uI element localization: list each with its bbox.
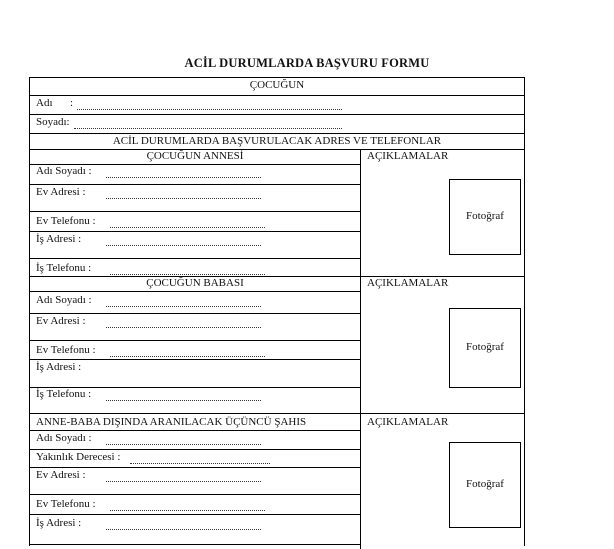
divider: [30, 313, 360, 314]
mother-field: Ev Telefonu :: [36, 215, 96, 227]
father-header: ÇOCUĞUN BABASI: [146, 277, 244, 289]
mother-work-phone-line[interactable]: [110, 274, 265, 275]
contacts-header: ACİL DURUMLARDA BAŞVURULACAK ADRES VE TELEFONLAR: [112, 135, 442, 147]
father-field: Ev Telefonu :: [36, 344, 96, 356]
third-party-photo-label: Fotoğraf: [466, 478, 504, 490]
mother-name-line[interactable]: [106, 177, 261, 178]
father-work-phone-line[interactable]: [106, 400, 261, 401]
divider: [30, 184, 360, 185]
third-party-home-address-line[interactable]: [106, 481, 261, 482]
child-surname-line[interactable]: [74, 128, 342, 129]
divider: [30, 231, 360, 232]
divider: [30, 258, 360, 259]
form-title: ACİL DURUMLARDA BAŞVURU FORMU: [184, 56, 430, 70]
mother-header: ÇOCUĞUN ANNESİ: [146, 150, 244, 162]
mother-field: İş Telefonu :: [36, 262, 92, 274]
father-name-line[interactable]: [106, 306, 261, 307]
emergency-form: [29, 77, 525, 546]
divider: [30, 133, 524, 134]
third-party-photo-box: [449, 442, 521, 528]
father-field: Adı Soyadı :: [36, 294, 92, 306]
father-home-address-line[interactable]: [106, 327, 261, 328]
divider: [30, 467, 360, 468]
third-party-home-phone-line[interactable]: [110, 510, 265, 511]
mother-home-address-line[interactable]: [106, 198, 261, 199]
divider: [30, 359, 360, 360]
child-name-line[interactable]: [77, 109, 342, 110]
father-field: İş Adresi :: [36, 361, 82, 373]
child-surname-label: Soyadı:: [36, 116, 70, 128]
divider: [30, 291, 360, 292]
father-photo-box: [449, 308, 521, 388]
divider: [30, 211, 360, 212]
father-photo-label: Fotoğraf: [466, 341, 504, 353]
mother-work-address-line[interactable]: [106, 245, 261, 246]
father-notes-header: AÇIKLAMALAR: [367, 277, 449, 289]
third-party-header: ANNE-BABA DIŞINDA ARANILACAK ÜÇÜNCÜ ŞAHIS: [36, 416, 307, 428]
child-name-label: Adı: [36, 97, 53, 109]
father-field: Ev Adresi :: [36, 315, 86, 327]
divider: [30, 544, 360, 545]
divider: [30, 449, 360, 450]
divider: [30, 340, 360, 341]
mother-home-phone-line[interactable]: [110, 227, 265, 228]
third-party-field: Adı Soyadı :: [36, 432, 92, 444]
divider: [30, 95, 524, 96]
third-party-relation-line[interactable]: [130, 463, 270, 464]
mother-field: Ev Adresi :: [36, 186, 86, 198]
divider: [30, 114, 524, 115]
child-header: ÇOCUĞUN: [249, 79, 305, 91]
mother-field: İş Adresi :: [36, 233, 82, 245]
father-field: İş Telefonu :: [36, 388, 92, 400]
divider: [30, 494, 360, 495]
third-party-work-address-line[interactable]: [106, 529, 261, 530]
mother-notes-header: AÇIKLAMALAR: [367, 150, 449, 162]
divider: [30, 430, 360, 431]
father-home-phone-line[interactable]: [110, 356, 265, 357]
third-party-name-line[interactable]: [106, 444, 261, 445]
child-name-colon: :: [70, 97, 74, 109]
divider: [30, 413, 524, 414]
mother-field: Adı Soyadı :: [36, 165, 92, 177]
third-party-field: İş Adresi :: [36, 517, 82, 529]
third-party-notes-header: AÇIKLAMALAR: [367, 416, 449, 428]
mother-photo-box: [449, 179, 521, 255]
divider: [30, 514, 360, 515]
third-party-field: Ev Adresi :: [36, 469, 86, 481]
third-party-field: Yakınlık Derecesi :: [36, 451, 121, 463]
column-separator: [360, 149, 361, 549]
third-party-field: Ev Telefonu :: [36, 498, 96, 510]
mother-photo-label: Fotoğraf: [466, 210, 504, 222]
